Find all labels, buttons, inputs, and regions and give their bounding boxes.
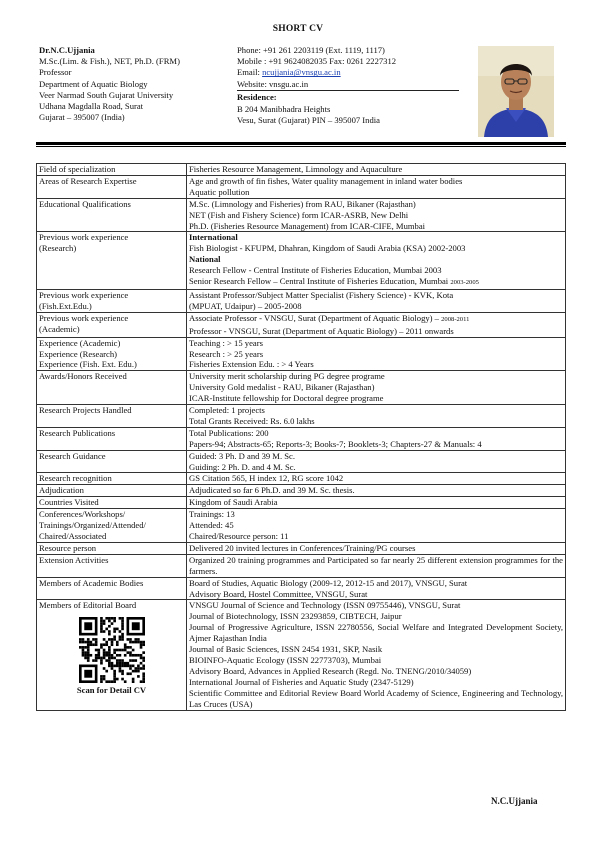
row-value: [187, 427, 566, 450]
value-text: Senior Research Fellow – Central Institute of Fisheries Education, Mumbai: [189, 276, 451, 287]
value-line: University Gold medalist - RAU, Bikaner (Rajasthan): [189, 382, 375, 393]
value-line: Trainings: 13: [189, 509, 235, 520]
value-line: Attended: 45: [189, 520, 234, 531]
value-line: ICAR-Institute fellowship for Doctoral degree programe: [189, 393, 384, 404]
value-line: M.Sc. (Limnology and Fisheries) from RAU, Bikaner (Rajasthan): [189, 198, 416, 209]
row-label: Field of specialization: [37, 164, 187, 176]
row-label: Members of Academic Bodies: [37, 577, 187, 600]
value-years: 2008-2011: [441, 315, 470, 323]
table-row: [37, 337, 566, 371]
editorial-item: VNSGU Journal of Science and Technology (ISSN 09755446), VNSGU, Surat: [189, 600, 461, 611]
row-label: Extension Activities: [37, 554, 187, 577]
table-row: [37, 371, 566, 405]
value-line: University merit scholarship during PG degree programe: [189, 371, 385, 382]
cv-table: [36, 163, 566, 711]
row-value: [187, 371, 566, 405]
qr-caption: Scan for Detail CV: [76, 685, 147, 696]
table-row: [37, 485, 566, 497]
person-name: Dr.N.C.Ujjania: [39, 45, 95, 55]
row-value: Adjudicated so far 6 Ph.D. and 39 M. Sc. thesis.: [187, 485, 566, 497]
label-line: Experience (Fish. Ext. Edu.): [39, 359, 137, 370]
contact-divider: [237, 90, 459, 91]
table-row: [37, 600, 566, 710]
label-line: Experience (Academic): [39, 337, 121, 348]
value-line: Guiding: 2 Ph. D. and 4 M. Sc.: [189, 461, 296, 472]
value-line: Research Fellow - Central Institute of Fisheries Education, Mumbai 2003: [189, 265, 442, 276]
row-value: [187, 337, 566, 371]
table-row: [37, 450, 566, 473]
row-value: Kingdom of Saudi Arabia: [187, 497, 566, 509]
contact-phone: Phone: +91 261 2203119 (Ext. 1119, 1117): [237, 45, 385, 55]
portrait-image: [478, 46, 554, 137]
value-line: Professor - VNSGU, Surat (Department of Aquatic Biology) – 2011 onwards: [189, 325, 454, 336]
row-label: Research Publications: [37, 427, 187, 450]
residence-line1: B 204 Manibhadra Heights: [237, 103, 331, 114]
row-label: Research Guidance: [37, 450, 187, 473]
row-label: Resource person: [37, 542, 187, 554]
page-title: SHORT CV: [272, 24, 324, 34]
signature-name: N.C.Ujjania: [491, 796, 538, 806]
value-line: Total Grants Received: Rs. 6.0 lakhs: [189, 415, 315, 426]
value-text: Associate Professor - VNSGU, Surat (Department of Aquatic Biology) –: [189, 312, 442, 323]
table-row: [37, 164, 566, 176]
qr-block: [39, 611, 184, 696]
person-city: Gujarat – 395007 (India): [39, 112, 125, 123]
label-line: Chaired/Associated: [39, 531, 107, 541]
person-department: Department of Aquatic Biology: [39, 78, 148, 89]
row-label: [37, 337, 187, 371]
row-value: Delivered 20 invited lectures in Conferences/Training/PG courses: [187, 542, 566, 554]
editorial-item: International Journal of Fisheries and Aquatic Study (2347-5129): [189, 676, 414, 687]
value-line: Fisheries Extension Edu. : > 4 Years: [189, 359, 314, 370]
label-line: Previous work experience: [39, 312, 129, 323]
label-line: Members of Editorial Board: [39, 600, 137, 611]
contact-email-line: [237, 67, 459, 78]
person-university: Veer Narmad South Gujarat University: [39, 89, 174, 100]
table-row: [37, 577, 566, 600]
row-value: [187, 600, 566, 710]
row-label: Awards/Honors Received: [37, 371, 187, 405]
table-row: [37, 473, 566, 485]
row-value: [187, 289, 566, 312]
row-value: GS Citation 565, H index 12, RG score 1042: [187, 473, 566, 485]
row-label: Research recognition: [37, 473, 187, 485]
value-line: (MPUAT, Udaipur) – 2005-2008: [189, 300, 302, 311]
table-row: [37, 198, 566, 232]
row-label: Research Projects Handled: [37, 405, 187, 428]
table-row: [37, 542, 566, 554]
contact-website[interactable]: Website: vnsgu.ac.in: [237, 78, 309, 89]
row-label: Countries Visited: [37, 497, 187, 509]
editorial-item: Scientific Committee and Editorial Review Board World Academy of Science, Engineering and Technology, Las Cruces (USA): [189, 687, 563, 709]
table-row: [37, 232, 566, 290]
value-line: Papers-94; Abstracts-65; Reports-3; Books-7; Booklets-3; Chapters-27 & Manuals: 4: [189, 438, 482, 449]
row-value: Organized 20 training programmes and Participated so far nearly 25 different extension programmes for the farmers.: [187, 554, 566, 577]
email-link[interactable]: ncujjania@vnsgu.ac.in: [262, 67, 341, 78]
contact-email-label: Email:: [237, 67, 263, 78]
value-line: Guided: 3 Ph. D and 39 M. Sc.: [189, 450, 295, 461]
value-line: Fish Biologist - KFUPM, Dhahran, Kingdom of Saudi Arabia (KSA) 2002-2003: [189, 243, 466, 254]
label-line: Conferences/Workshops/: [39, 509, 126, 520]
editorial-item: Journal of Biotechnology, ISSN 23293859, CIBTECH, Jaipur: [189, 611, 402, 622]
editorial-item: Journal of Basic Sciences, ISSN 2454 1931, SKP, Nasik: [189, 644, 383, 655]
person-road: Udhana Magdalla Road, Surat: [39, 101, 144, 112]
person-degrees: M.Sc.(Lim. & Fish.), NET, Ph.D. (FRM): [39, 56, 180, 67]
value-line: Research : > 25 years: [189, 348, 264, 359]
header-rule-thin: [36, 146, 566, 147]
table-row: [37, 405, 566, 428]
label-line: Trainings/Organized/Attended/: [39, 520, 146, 531]
table-row: [37, 497, 566, 509]
label-line: (Research): [39, 243, 77, 254]
table-row: [37, 509, 566, 543]
row-value: Fisheries Resource Management, Limnology and Aquaculture: [187, 164, 566, 176]
value-line: Completed: 1 projects: [189, 405, 265, 416]
row-value: [187, 198, 566, 232]
table-row: [37, 427, 566, 450]
header-rule-thick: [36, 142, 566, 145]
value-line: Aquatic pollution: [189, 186, 250, 197]
table-row: [37, 312, 566, 337]
row-label: [37, 509, 187, 543]
person-designation: Professor: [39, 67, 72, 78]
value-line: Advisory Board, Hostel Committee, VNSGU, Surat: [189, 588, 368, 599]
value-line: NET (Fish and Fishery Science) form ICAR-ASRB, New Delhi: [189, 209, 409, 220]
row-label: Areas of Research Expertise: [37, 175, 187, 198]
editorial-item: Journal of Progressive Agriculture, ISSN 22780556, Social Welfare and Integrated Development Society, Ajmer Rajasthan India: [189, 622, 563, 644]
table-row: [37, 554, 566, 577]
value-line: Ph.D. (Fisheries Resource Management) from ICAR-CIFE, Mumbai: [189, 220, 426, 231]
label-line: Experience (Research): [39, 348, 118, 359]
value-line: Age and growth of fin fishes, Water quality management in inland water bodies: [189, 175, 463, 186]
row-label: [37, 232, 187, 290]
contact-details: [237, 45, 459, 126]
qr-code-icon[interactable]: [79, 617, 145, 683]
value-years: 2003-2005: [450, 279, 479, 287]
table-row: [37, 175, 566, 198]
international-heading: International: [189, 232, 238, 243]
personal-details: [39, 45, 239, 123]
label-line: (Fish.Ext.Edu.): [39, 300, 92, 311]
residence-heading: Residence:: [237, 92, 277, 103]
residence-line2: Vesu, Surat (Gujarat) PIN – 395007 India: [237, 114, 380, 125]
row-label: Adjudication: [37, 485, 187, 497]
row-label: Educational Qualifications: [37, 198, 187, 232]
label-line: Previous work experience: [39, 289, 129, 300]
row-value: [187, 450, 566, 473]
value-line: Total Publications: 200: [189, 427, 269, 438]
row-value: [187, 509, 566, 543]
value-line: Assistant Professor/Subject Matter Specialist (Fishery Science) - KVK, Kota: [189, 289, 454, 300]
editorial-item: Advisory Board, Advances in Applied Research (Regd. No. TNENG/2010/34059): [189, 665, 472, 676]
row-value: [187, 405, 566, 428]
row-value: [187, 175, 566, 198]
value-line: Chaired/Resource person: 11: [189, 531, 289, 541]
row-value: [187, 577, 566, 600]
editorial-item: BIOINFO-Aquatic Ecology (ISSN 22773703), Mumbai: [189, 654, 382, 665]
label-line: Previous work experience: [39, 232, 129, 243]
profile-photo: [478, 46, 554, 137]
row-label: [37, 600, 187, 710]
label-line: (Academic): [39, 323, 80, 334]
value-line: Teaching : > 15 years: [189, 337, 263, 348]
value-line: [189, 313, 563, 326]
table-row: [37, 289, 566, 312]
row-value: [187, 232, 566, 290]
value-line: [189, 276, 563, 289]
value-line: Board of Studies, Aquatic Biology (2009-12, 2012-15 and 2017), VNSGU, Surat: [189, 577, 468, 588]
national-heading: National: [189, 254, 221, 265]
row-value: [187, 312, 566, 337]
contact-mobile: Mobile : +91 9624082035 Fax: 0261 2227312: [237, 56, 397, 67]
row-label: [37, 289, 187, 312]
row-label: [37, 312, 187, 337]
